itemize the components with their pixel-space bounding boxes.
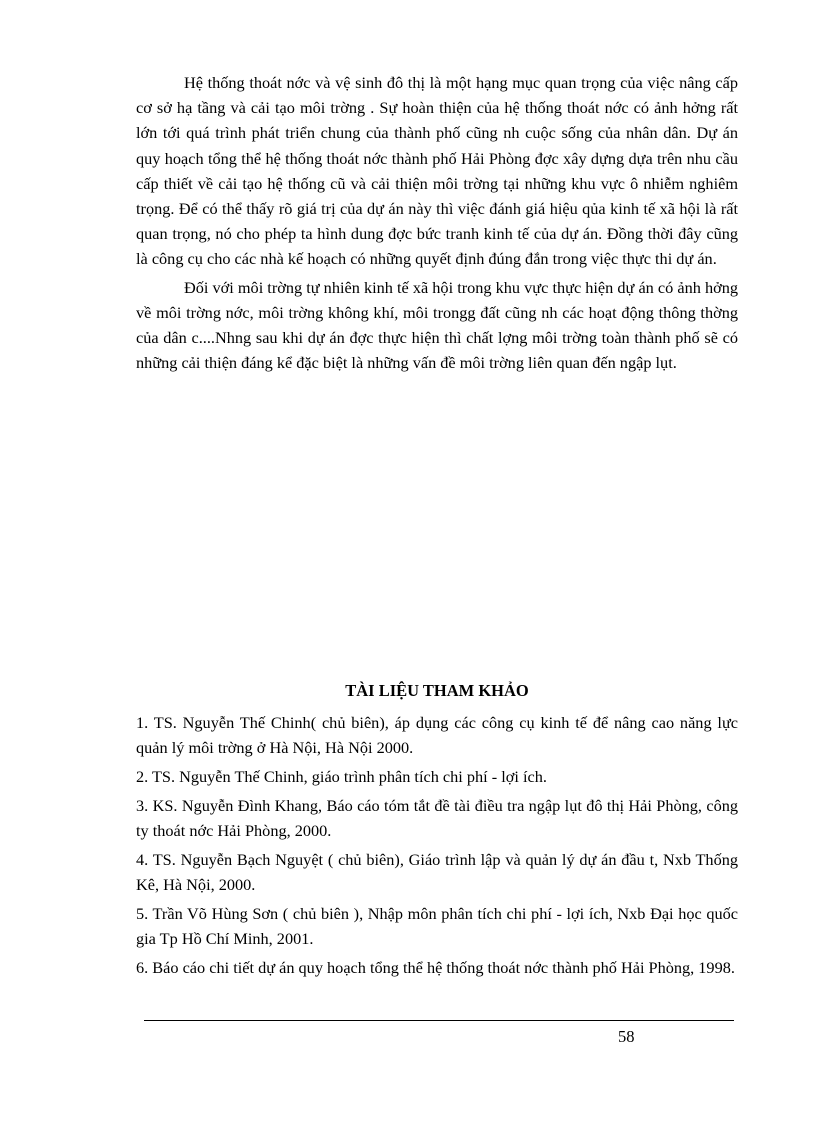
reference-item: 6. Báo cáo chi tiết dự án quy hoạch tổng thể hệ thống thoát nớc thành phố Hải Phòng, 1998.	[136, 958, 735, 977]
reference-item: 5. Trần Võ Hùng Sơn ( chủ biên ), Nhập môn phân tích chi phí - lợi ích, Nxb Đại học quốc gia Tp Hồ Chí Minh, 2001.	[136, 904, 738, 948]
reference-item: 2. TS. Nguyễn Thế Chinh, giáo trình phân tích chi phí - lợi ích.	[136, 767, 547, 786]
reference-item: 3. KS. Nguyễn Đình Khang, Báo cáo tóm tắt đề tài điều tra ngập lụt đô thị Hải Phòng, công ty thoát nớc Hải Phòng, 2000.	[136, 796, 738, 840]
references-list	[136, 710, 738, 984]
page-number: 58	[618, 1027, 635, 1046]
paragraph-environmental-impact: Đối với môi trờng tự nhiên kinh tế xã hội trong khu vực thực hiện dự án có ảnh hởng về môi trờng nớc, môi trờng không khí, môi trongg đất cũng nh các hoạt động thông thờng của dân c....Nhng sau khi dự án đợc thực hiện thì chất lợng môi trờng toàn thành phố sẽ có những cải thiện đáng kể đặc biệt là những vấn đề môi trờng liên quan đến ngập lụt.	[136, 277, 738, 373]
footer-divider	[144, 1020, 734, 1021]
references-title: TÀI LIỆU THAM KHẢO	[345, 681, 529, 700]
paragraph-drainage-overview: Hệ thống thoát nớc và vệ sinh đô thị là một hạng mục quan trọng của việc nâng cấp cơ sở hạ tầng và cải tạo môi trờng . Sự hoàn thiện của hệ thống thoát nớc có ảnh hởng rất lớn tới quá trình phát triển chung của thành phố cũng nh cuộc sống của nhân dân. Dự án quy hoạch tổng thể hệ thống thoát nớc thành phố Hải Phòng đợc xây dựng dựa trên nhu cầu cấp thiết về cải tạo hệ thống cũ và cải thiện môi trờng tại những khu vực ô nhiễm nghiêm trọng. Để có thể thấy rõ giá trị của dự án này thì việc đánh giá hiệu qủa kinh tế xã hội là rất quan trọng, nó cho phép ta hình dung đợc bức tranh kinh tế của dự án. Đồng thời đây cũng là công cụ cho các nhà kế hoạch có những quyết định đúng đắn trong việc thực thi dự án.	[136, 73, 738, 269]
reference-item: 1. TS. Nguyễn Thế Chinh( chủ biên), áp dụng các công cụ kinh tế để nâng cao năng lực quản lý môi trờng ở Hà Nội, Hà Nội 2000.	[136, 713, 738, 757]
reference-item: 4. TS. Nguyễn Bạch Nguyệt ( chủ biên), Giáo trình lập và quản lý dự án đầu t, Nxb Thống Kê, Hà Nội, 2000.	[136, 850, 738, 894]
body-text	[136, 70, 738, 378]
